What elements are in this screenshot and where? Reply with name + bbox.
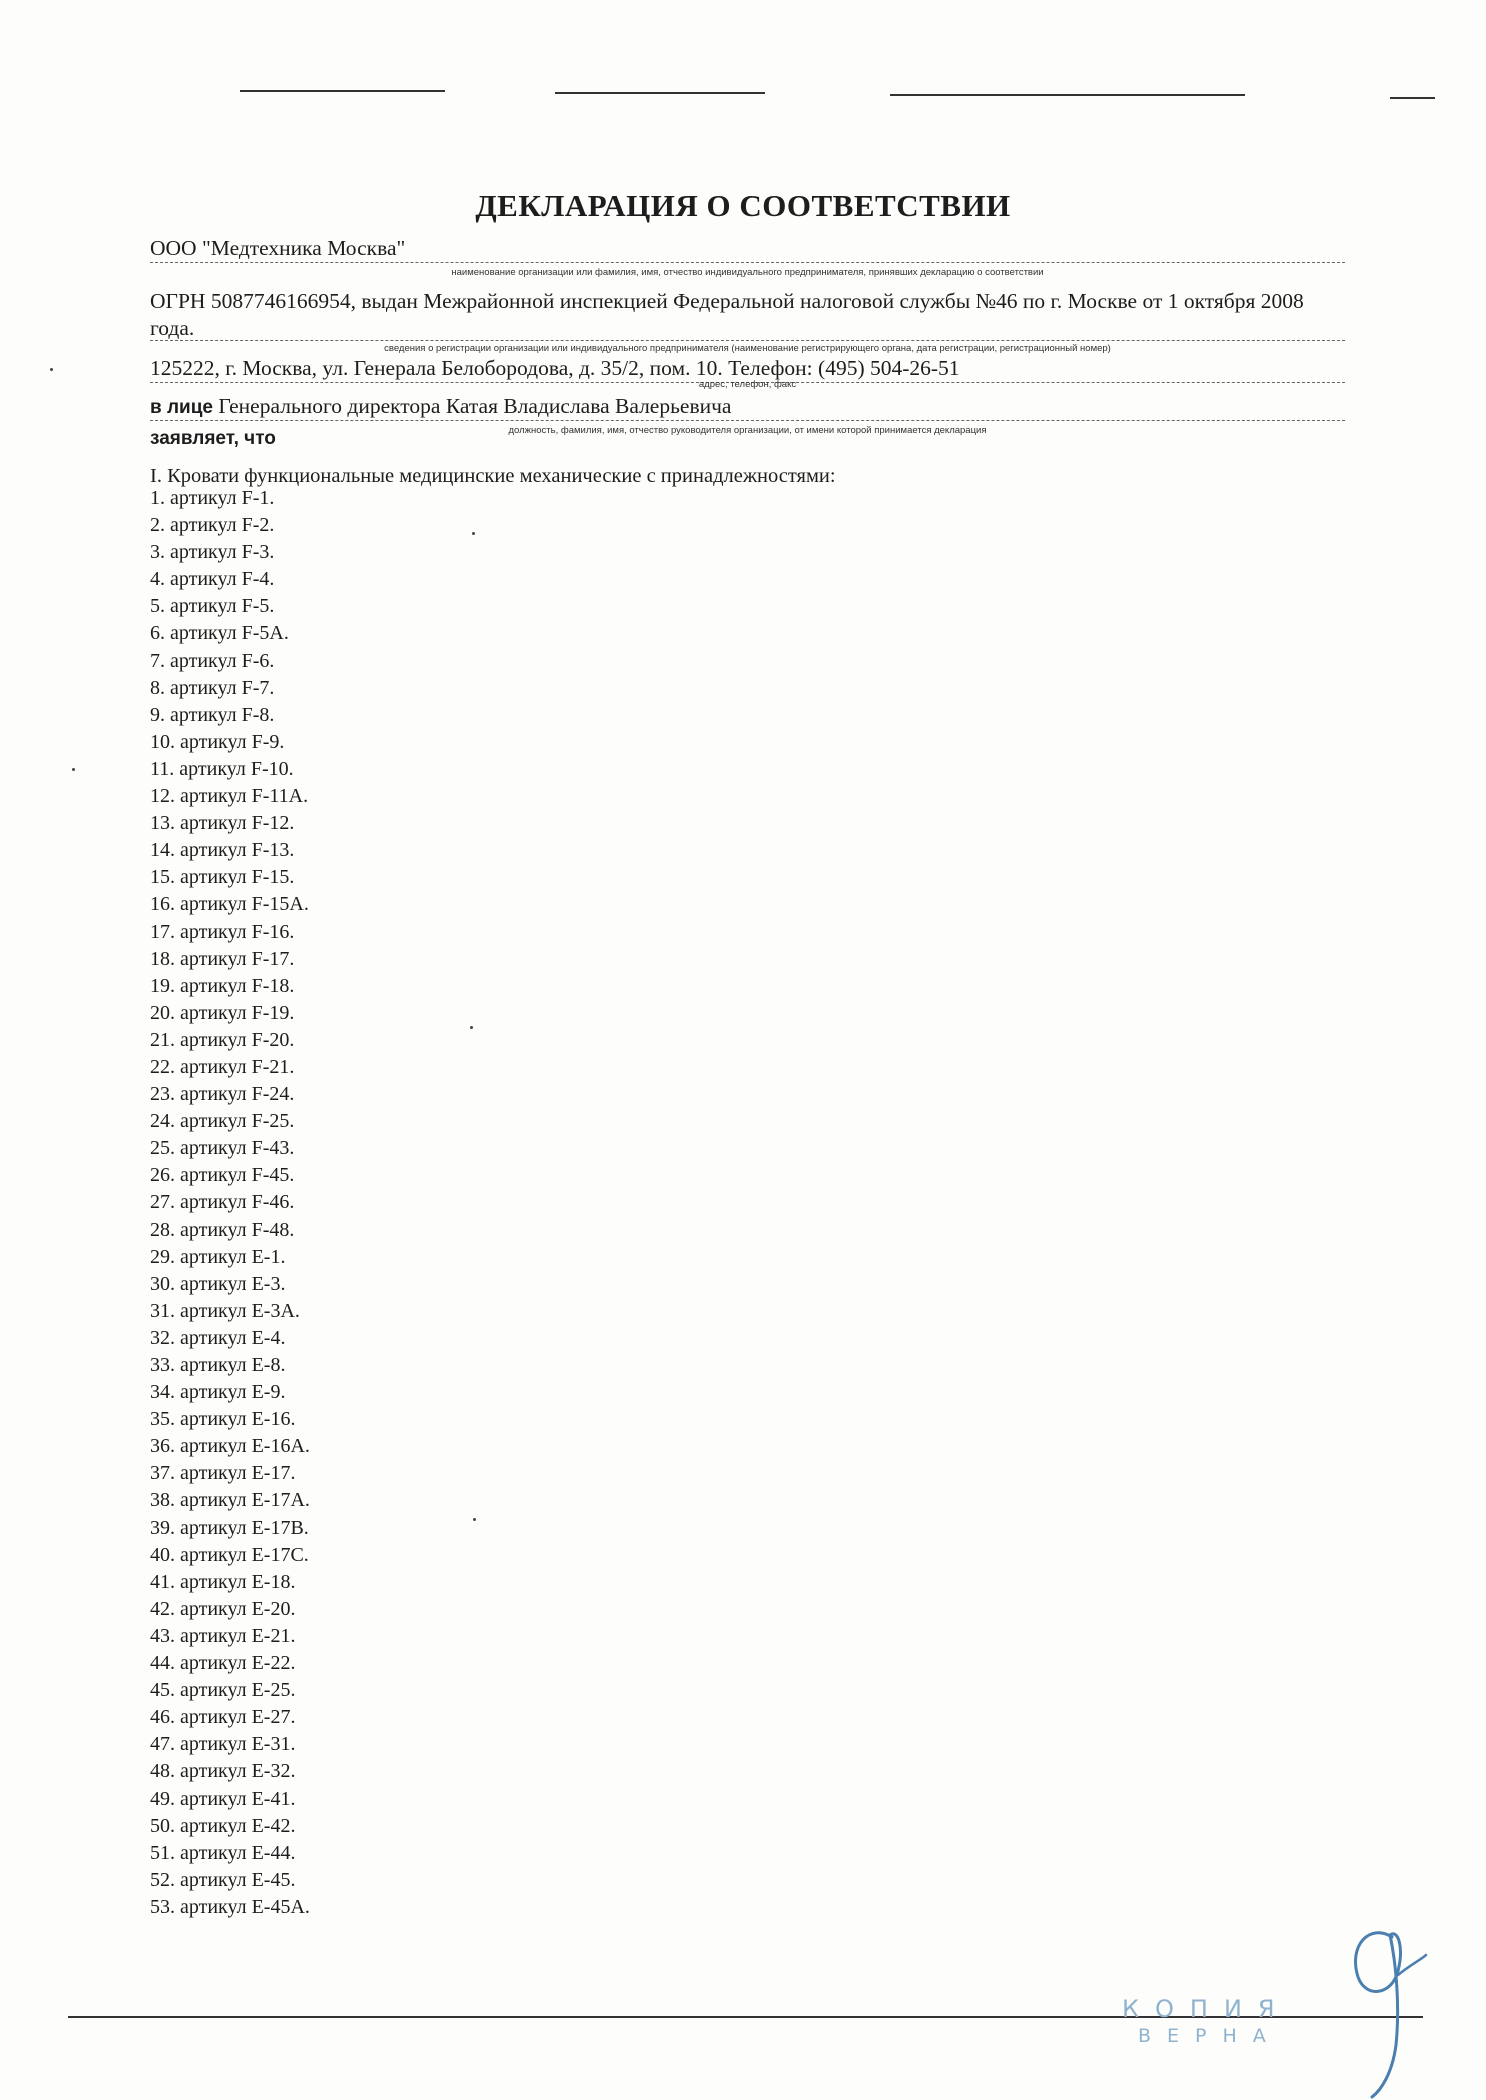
list-item: 24. артикул F-25. xyxy=(150,1110,295,1133)
representative-line xyxy=(150,393,1345,421)
list-item: 1. артикул F-1. xyxy=(150,487,275,509)
list-item: 36. артикул E-16A. xyxy=(150,1435,310,1458)
scan-speck xyxy=(470,1026,473,1029)
list-item: 28. артикул F-48. xyxy=(150,1218,295,1241)
list-item: 44. артикул E-22. xyxy=(150,1652,296,1675)
list-item: 13. артикул F-12. xyxy=(150,812,295,835)
list-item: 2. артикул F-2. xyxy=(150,514,275,537)
section-heading: I. Кровати функциональные медицинские механические с принадлежностями: xyxy=(150,465,836,487)
stamp-line-certified: ВЕРНА xyxy=(1138,2025,1282,2047)
list-item: 18. артикул F-17. xyxy=(150,947,295,970)
declares-label: заявляет, что xyxy=(150,428,276,449)
list-item: 31. артикул E-3A. xyxy=(150,1299,300,1322)
list-item: 43. артикул E-21. xyxy=(150,1624,296,1647)
list-item: 17. артикул F-16. xyxy=(150,920,295,943)
signature-stroke xyxy=(1356,1933,1401,2097)
list-item: 21. артикул F-20. xyxy=(150,1028,295,1051)
representative-caption: должность, фамилия, имя, отчество руководителя организации, от имени которой принимается декларация xyxy=(508,425,987,436)
stamp-line-copy: КОПИЯ xyxy=(1122,1995,1291,2023)
list-item: 53. артикул E-45A. xyxy=(150,1895,310,1918)
document-title: ДЕКЛАРАЦИЯ О СООТВЕТСТВИИ xyxy=(475,188,1011,223)
signature-flourish xyxy=(1398,1955,1426,1975)
list-item: 41. артикул E-18. xyxy=(150,1570,296,1593)
list-item: 34. артикул E-9. xyxy=(150,1381,286,1404)
list-item: 49. артикул E-41. xyxy=(150,1787,296,1810)
scan-speck xyxy=(473,1518,476,1521)
copy-certified-stamp xyxy=(1118,1995,1291,2055)
top-rule xyxy=(890,94,1245,96)
list-item: 5. артикул F-5. xyxy=(150,595,275,618)
list-item: 15. артикул F-15. xyxy=(150,866,295,889)
representative-name: Генерального директора Катая Владислава Валерьевича xyxy=(218,394,732,418)
list-item: 32. артикул E-4. xyxy=(150,1326,286,1349)
list-item: 35. артикул E-16. xyxy=(150,1408,296,1431)
list-item: 11. артикул F-10. xyxy=(150,757,294,780)
organization-name: ООО "Медтехника Москва" xyxy=(150,236,406,260)
list-item: 7. артикул F-6. xyxy=(150,649,275,672)
organization-underline xyxy=(150,262,1345,263)
list-item: 50. артикул E-42. xyxy=(150,1814,296,1837)
scan-speck xyxy=(50,368,53,371)
list-item: 12. артикул F-11A. xyxy=(150,785,309,808)
list-item: 51. артикул E-44. xyxy=(150,1841,296,1864)
list-item: 48. артикул E-32. xyxy=(150,1760,296,1783)
list-item: 19. артикул F-18. xyxy=(150,974,295,997)
registration-underline xyxy=(150,340,1345,341)
list-item: 26. артикул F-45. xyxy=(150,1164,295,1187)
list-item: 52. артикул E-45. xyxy=(150,1868,296,1891)
list-item: 23. артикул F-24. xyxy=(150,1083,295,1106)
list-item: 39. артикул E-17B. xyxy=(150,1516,309,1539)
list-item: 10. артикул F-9. xyxy=(150,730,285,753)
list-item: 20. артикул F-19. xyxy=(150,1001,295,1024)
registration-info: ОГРН 5087746166954, выдан Межрайонной инспекцией Федеральной налоговой службы №46 по г. Москве от 1 октября 2008 года. xyxy=(150,289,1304,340)
list-item: 40. артикул E-17C. xyxy=(150,1543,309,1566)
article-list xyxy=(150,485,310,1921)
representative-underline xyxy=(150,420,1345,421)
list-item: 25. артикул F-43. xyxy=(150,1137,295,1160)
list-item: 3. артикул F-3. xyxy=(150,541,275,564)
list-item: 27. артикул F-46. xyxy=(150,1191,295,1214)
list-item: 38. артикул E-17A. xyxy=(150,1489,310,1512)
list-item: 46. артикул E-27. xyxy=(150,1706,296,1729)
organization-caption: наименование организации или фамилия, имя, отчество индивидуального предпринимателя, принявших декларацию о соответствии xyxy=(451,267,1044,278)
list-item: 9. артикул F-8. xyxy=(150,703,275,726)
top-rule xyxy=(240,90,445,92)
list-item: 16. артикул F-15A. xyxy=(150,893,309,916)
representative-prefix: в лице xyxy=(150,397,213,418)
list-item: 14. артикул F-13. xyxy=(150,839,295,862)
list-item: 4. артикул F-4. xyxy=(150,568,275,591)
address-info: 125222, г. Москва, ул. Генерала Белобородова, д. 35/2, пом. 10. Телефон: (495) 504-26-51 xyxy=(150,356,960,380)
list-item: 30. артикул E-3. xyxy=(150,1272,286,1295)
top-rule xyxy=(555,92,765,94)
list-item: 42. артикул E-20. xyxy=(150,1597,296,1620)
list-item: 37. артикул E-17. xyxy=(150,1462,296,1485)
list-item: 8. артикул F-7. xyxy=(150,676,275,699)
list-item: 6. артикул F-5A. xyxy=(150,622,289,645)
address-caption: адрес, телефон, факс xyxy=(698,379,797,390)
list-item: 33. артикул E-8. xyxy=(150,1354,286,1376)
list-item: 22. артикул F-21. xyxy=(150,1055,295,1078)
scan-speck xyxy=(472,532,475,535)
scan-speck xyxy=(72,768,75,771)
list-item: 29. артикул E-1. xyxy=(150,1245,286,1268)
signature-mark xyxy=(1300,1915,1430,2100)
top-rule xyxy=(1390,97,1435,99)
list-item: 47. артикул E-31. xyxy=(150,1733,296,1756)
list-item: 45. артикул E-25. xyxy=(150,1679,296,1702)
registration-caption: сведения о регистрации организации или индивидуального предпринимателя (наименование регистрирующего органа, дата регистрации, регистрационный номер) xyxy=(384,343,1111,354)
